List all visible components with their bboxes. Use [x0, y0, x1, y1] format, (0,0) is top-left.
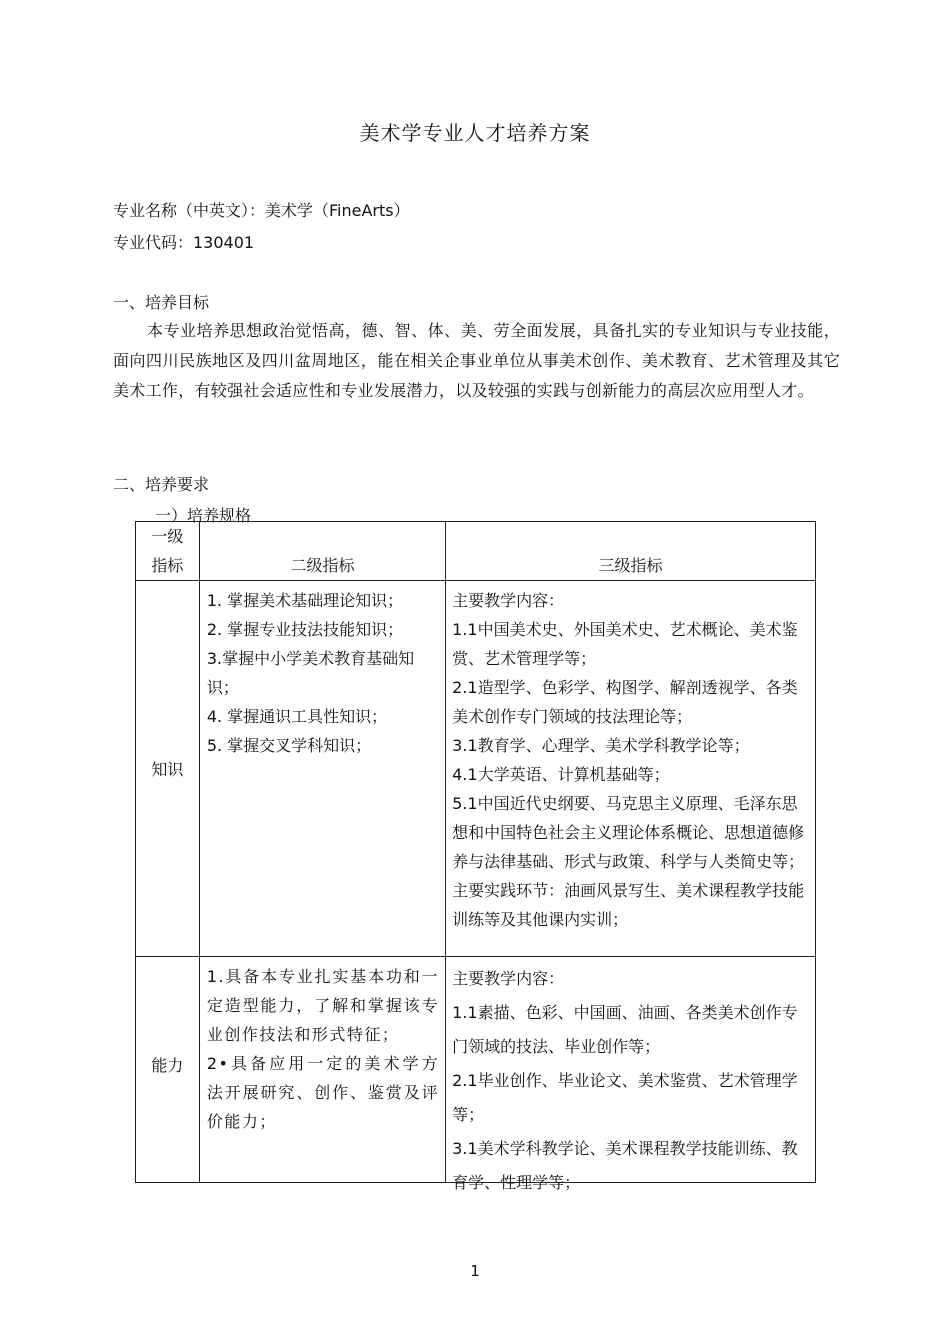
- list-item: 1. 掌握美术基础理论知识；: [206, 591, 404, 610]
- list-item: 2.1造型学、色彩学、构图学、解剖透视学、各类美术创作专门领域的技法理论等；: [452, 678, 798, 726]
- knowledge-level2: [199, 581, 445, 957]
- major-name: 专业名称（中英文）：美术学（FineArts）: [113, 201, 410, 220]
- table-row-ability: [136, 957, 816, 1183]
- ability-level2: [199, 957, 445, 1183]
- section1-paragraph: 本专业培养思想政治觉悟高，德、智、体、美、劳全面发展，具备扎实的专业知识与专业技能，面向四川民族地区及四川盆周地区，能在相关企事业单位从事美术创作、美术教育、艺术管理及其它美术工作，有较强社会适应性和专业发展潜力，以及较强的实践与创新能力的高层次应用型人才。: [113, 321, 840, 400]
- list-item: 5.1中国近代史纲要、马克思主义原理、毛泽东思想和中国特色社会主义理论体系概论、思想道德修养与法律基础、形式与政策、科学与人类简史等；: [452, 794, 805, 871]
- list-item: 4.1大学英语、计算机基础等；: [452, 765, 670, 784]
- training-spec-table: [135, 521, 816, 1192]
- list-item: 5. 掌握交叉学科知识；: [206, 736, 372, 755]
- list-item: 1.具备本专业扎实基本功和一定造型能力，了解和掌握该专业创作技法和形式特征；: [206, 967, 440, 1044]
- list-item: 2.1毕业创作、毕业论文、美术鉴赏、艺术管理学等；: [452, 1071, 798, 1124]
- list-item: 主要教学内容：: [452, 969, 565, 988]
- header-level3: [446, 522, 816, 581]
- list-item: 1.1素描、色彩、中国画、油画、各类美术创作专门领域的技法、毕业创作等；: [452, 1003, 798, 1056]
- header-level2: [199, 522, 445, 581]
- list-item: 主要教学内容：: [452, 591, 565, 610]
- list-item: 3.1教育学、心理学、美术学科教学论等；: [452, 736, 750, 755]
- list-item: 2•具备应用一定的美术学方法开展研究、创作、鉴赏及评价能力；: [206, 1054, 440, 1131]
- section1-heading: 一、培养目标: [113, 293, 210, 312]
- knowledge-level3: [446, 581, 816, 957]
- table-row-knowledge: [136, 581, 816, 957]
- section2-heading: 二、培养要求: [113, 475, 210, 494]
- ability-level3: [446, 957, 816, 1192]
- page-number: 1: [470, 1262, 480, 1280]
- table-header-row: [136, 522, 816, 581]
- header-level1: [136, 522, 200, 581]
- knowledge-level1: 知识: [136, 581, 200, 957]
- header-level3-label: 三级指标: [598, 556, 663, 575]
- major-code: 专业代码：130401: [113, 233, 255, 252]
- list-item: 主要实践环节：油画风景写生、美术课程教学技能训练等及其他课内实训；: [452, 881, 805, 929]
- ability-level1: 能力: [136, 957, 200, 1183]
- header-level2-label: 二级指标: [290, 556, 355, 575]
- list-item: 1.1中国美术史、外国美术史、艺术概论、美术鉴赏、艺术管理学等；: [452, 620, 798, 668]
- header-level1-line1: 一级: [151, 527, 184, 546]
- list-item: 3.1美术学科教学论、美术课程教学技能训练、教育学、性理学等；: [452, 1139, 798, 1192]
- list-item: 2. 掌握专业技法技能知识；: [206, 620, 404, 639]
- list-item: 4. 掌握通识工具性知识；: [206, 707, 388, 726]
- document-title: 美术学专业人才培养方案: [359, 121, 591, 145]
- header-level1-line2: 指标: [151, 556, 184, 575]
- list-item: 3.掌握中小学美术教育基础知识；: [206, 649, 415, 697]
- section2-subheading: 一）培养规格: [155, 506, 252, 525]
